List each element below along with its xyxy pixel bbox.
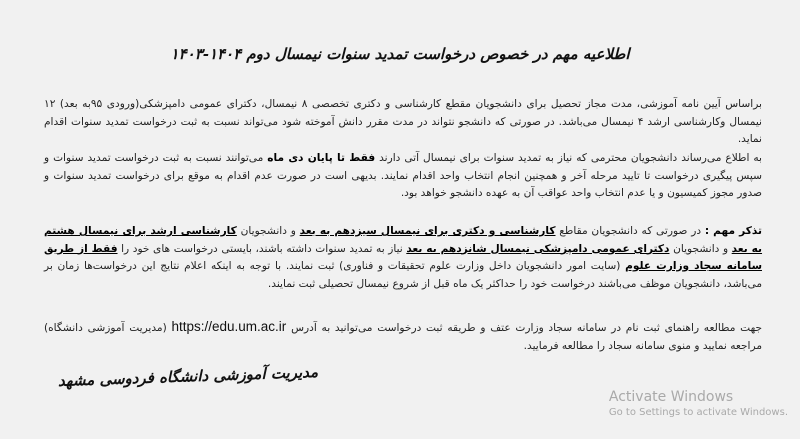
watermark-title: Activate Windows (608, 389, 734, 405)
watermark-subtitle: Go to Settings to activate Windows. (608, 407, 788, 418)
paragraph-study-duration-text: براساس آیین نامه آموزشی، مدت مجاز تحصیل برای دانشجویان مقطع کارشناسی و دکتری تخصصی ۸ نیمسال، دکترای عمومی دامپزشکی(ورودی ۹۵به بعد) ۱۲ نیمسال وکارشناسی ارشد ۴ نیمسال می‌باشد. در صورتی که دانشجو نتواند در مدت مقرر دانش آموخته شود می‌تواند نسبت به ثبت درخواست تمدید سنوات اقدام نماید. (44, 98, 762, 145)
signature: مدیریت آموزشی دانشگاه فردوسی مشهد (57, 362, 319, 390)
paragraph-deadline (44, 150, 762, 203)
note-veterinary: دکترای عمومی دامپزشکی نیمسال شانزدهم به بعد (406, 242, 670, 255)
note-text-4: نیاز به تمدید سنوات داشته باشند، بایستی درخواست های خود را (121, 242, 403, 255)
note-bachelor-phd: کارشناسی و دکتری برای نیمسال سیزدهم به بعد (299, 225, 556, 237)
note-label: تذکر مهم : (704, 225, 762, 237)
paragraph-guide (44, 318, 762, 355)
deadline-text-start: به اطلاع می‌رساند دانشجویان محترمی که نیاز به تمدید سنوات برای نیمسال آتی دارند (379, 152, 762, 164)
deadline-highlight: فقط تا پایان دی ماه (267, 152, 376, 164)
note-text-3: و دانشجویان (673, 242, 729, 255)
edu-url-link[interactable]: https://edu.um.ac.ir (171, 319, 287, 334)
activate-windows-watermark (609, 388, 788, 420)
note-text-2: و دانشجویان (240, 225, 296, 237)
deadline-text-end: می‌توانند نسبت به ثبت درخواست تمدید سنوات و سپس پیگیری درخواست تا تایید مرحله آخر و همچنین انجام انتخاب واحد اقدام نمایند. بدیهی است در صورت عدم اقدام به موقع برای درخواست تمدید سنوات و صدور مجوز کمیسیون و یا عدم انتخاب واحد عواقب آن به عهده دانشجو خواهد بود. (44, 152, 762, 199)
note-sajad-system: فقط از طریق سامانه سجاد وزارت علوم (44, 242, 762, 272)
note-text-1: در صورتی که دانشجویان مقاطع (559, 225, 702, 237)
paragraph-important-note (44, 223, 762, 293)
note-text-5: (سایت امور دانشجویان داخل وزارت علوم تحقیقات و فناوری) ثبت نمایند. با توجه به اینکه اعلام نتایج این درخواست‌ها زمان بر می‌باشد، دانشجویان موظف می‌باشند درخواست خود را حداکثر یک ماه قبل از شروع نیمسال تحصیلی ثبت نمایند. (44, 260, 762, 290)
announcement-title: اطلاعیه مهم در خصوص درخواست تمدید سنوات نیمسال دوم ۱۴۰۴-۱۴۰۳ (170, 45, 630, 63)
guide-text-end: (مدیریت آموزشی دانشگاه) مراجعه نمایید و منوی سامانه سجاد را مطالعه فرمایید. (44, 322, 762, 352)
note-masters: کارشناسی ارشد برای نیمسال هشتم به بعد (44, 225, 763, 255)
paragraph-study-duration (44, 96, 762, 149)
guide-text-start: جهت مطالعه راهنمای ثبت نام در سامانه سجاد وزارت عتف و طریقه ثبت درخواست می‌توانید به آدرس (291, 322, 762, 334)
